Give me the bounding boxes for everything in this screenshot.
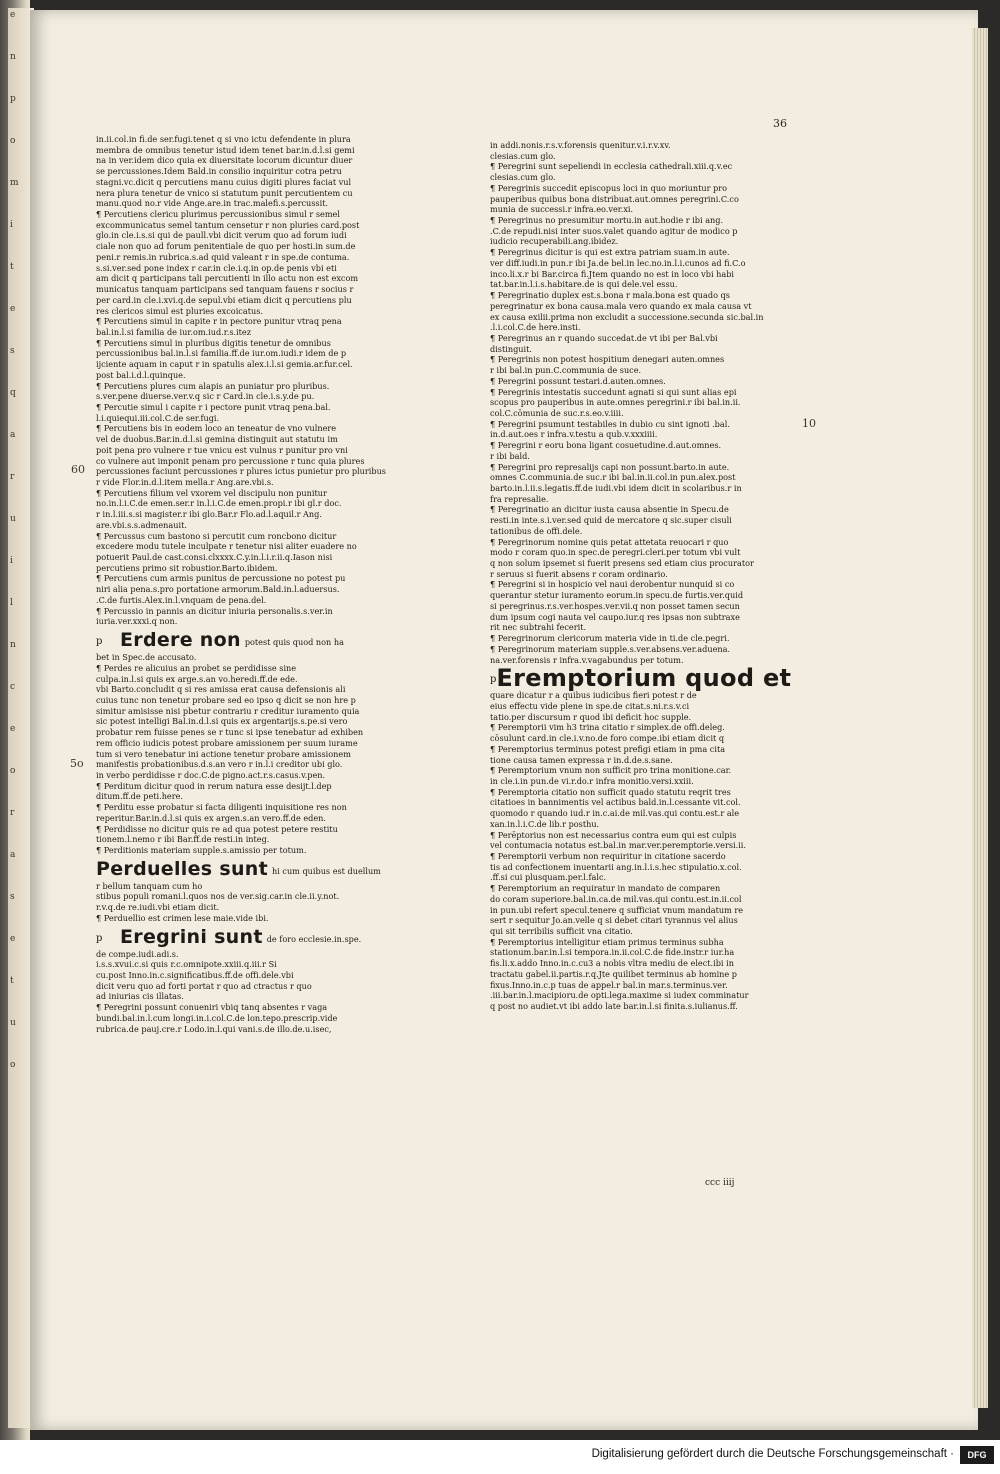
text-line: rem officio iudicis potest probare amissionem per suum iurame bbox=[96, 737, 358, 748]
text-line: in pun.ubi refert specul.tenere q sufficiat vnum mandatum re bbox=[490, 904, 744, 915]
text-line: vel de duobus.Bar.in.d.l.si gemina distinguit aut statutu im bbox=[96, 434, 338, 445]
text-line: ¶ Peremptoria citatio non sufficit quado statutu reqrit tres bbox=[490, 786, 731, 797]
text-line: culpa.in.l.si quis ex arge.s.an vo.heredi.ff.de ede. bbox=[96, 673, 298, 684]
text-line: rubrica.de pauj.cre.r Lodo.in.l.qui vani.s.de illo.de.u.isec, bbox=[96, 1023, 332, 1034]
text-line: omnes C.communia.de suc.r ibi bal.in.ii.col.in pun.alex.post bbox=[490, 472, 736, 483]
facing-page-fragment: u bbox=[10, 1018, 16, 1028]
text-line: r ibi bal.in pun.C.communia de suce. bbox=[490, 365, 642, 376]
text-line: municatus tanquam participans sed tanquam fauens r socius r bbox=[96, 284, 354, 295]
text-line: bundi.bal.in.l.cum longi.in.i.col.C.de lon.tepo.prescrip.vide bbox=[96, 1012, 338, 1023]
text-line: scopus pro pauperibus in aute.omnes peregrini.r ibi bal.in.ii. bbox=[490, 397, 741, 408]
text-block bbox=[96, 881, 462, 924]
text-line: dicit veru quo ad forti portat r quo ad ctractus r quo bbox=[96, 980, 312, 991]
text-line: am dicit q participans tali percutienti in illo actu non est excom bbox=[96, 273, 359, 284]
facing-page-fragment: o bbox=[10, 766, 16, 776]
facing-page-fragment: o bbox=[10, 1060, 16, 1070]
text-line: manifestis probationibus.d.s.an vero r in.l.i creditor ubi glo. bbox=[96, 759, 343, 770]
text-line: clesias.cum glo. bbox=[490, 150, 556, 161]
text-line: co vulnere aut imponit penam pro percussione r tunc quia plures bbox=[96, 455, 365, 466]
text-line: se percussiones.Idem Bald.in consilio inquiritur cotra petru bbox=[96, 166, 342, 177]
text-line: tationibus de offi.dele. bbox=[490, 525, 583, 536]
facing-page-fragment: r bbox=[10, 472, 15, 482]
text-line: ¶ Perdidisse no dicitur quis re ad qua potest petere restitu bbox=[96, 823, 338, 834]
facing-page-fragment: s bbox=[10, 892, 15, 902]
text-line: ¶ Peregrinorum materiam supple.s.ver.absens.ver.aduena. bbox=[490, 643, 731, 654]
text-line: eius effectu vide plene in spe.de citat.s.ni.r.s.v.ci bbox=[490, 700, 690, 711]
text-line: sert r sequitur Jo.an.velle q si debet citari tyrannus vel alius bbox=[490, 915, 738, 926]
text-line: clesias.cum glo. bbox=[490, 172, 556, 183]
margin-line-number-60: 60 bbox=[71, 463, 85, 476]
text-line: no.in.l.i.C.de emen.ser.r in.l.i.C.de emen.propi.r ibi gl.r doc. bbox=[96, 498, 342, 509]
text-line: barto.in.l.ii.s.legatis.ff.de iudi.vbi idem dicit in scolaribus.r in bbox=[490, 483, 742, 493]
margin-line-number-10: 10 bbox=[802, 417, 816, 430]
text-line: ¶ Percutiens simul in capite r in pectore punitur vtraq pena bbox=[96, 316, 342, 327]
text-line: r bellum tanquam cum ho bbox=[96, 880, 203, 891]
text-line: excommunicatus semel tantum censetur r non pluries card.post bbox=[96, 219, 360, 230]
text-line: quare dicatur r a quibus iudicibus fieri potest r de bbox=[490, 690, 697, 701]
text-line: do coram superiore.bal.in.ca.de mil.vas.qui contu.est.in.ii.col bbox=[490, 893, 742, 904]
text-line: na.ver.forensis r infra.v.vagabundus per totum. bbox=[490, 654, 684, 665]
heading-word: Perduelles sunt bbox=[96, 857, 268, 880]
facing-page-fragment: i bbox=[10, 556, 13, 566]
facing-page-fragment: p bbox=[10, 94, 16, 104]
section-heading-peregrini bbox=[96, 926, 462, 948]
text-line: querantur stetur iuramento eorum.in specu.de furtis.ver.quid bbox=[490, 590, 744, 601]
text-line: bal.in.l.si familia de iur.om.iud.r.s.itez bbox=[96, 326, 252, 337]
heading-lead-letter: p bbox=[96, 636, 103, 648]
text-line: peni.r remis.in rubrica.s.ad quid valeant r in spe.de contuma. bbox=[96, 251, 350, 262]
text-line: .C.de repudi.nisi inter suos.valet quando agitur de modico p bbox=[490, 225, 738, 236]
text-line: in verbo perdidisse r doc.C.de pigno.act.r.s.casus.v.pen. bbox=[96, 769, 326, 780]
text-line: q post no audiet.vt ibi addo late bar.in.l.si finita.s.iulianus.ff. bbox=[490, 1001, 738, 1012]
right-text-column bbox=[490, 140, 790, 1012]
facing-page-fragment: r bbox=[10, 808, 15, 818]
text-line: r.v.q.de re.iudi.vbi etiam dicit. bbox=[96, 902, 220, 913]
section-heading-perduelles bbox=[96, 858, 462, 880]
text-line: post bal.i.d.l.quinque. bbox=[96, 369, 186, 380]
facing-page-fragment: o bbox=[10, 136, 16, 146]
text-line: ¶ Perdes re alicuius an probet se perdidisse sine bbox=[96, 662, 297, 673]
text-line: ¶ Peregrini pro represalijs capi non possunt.barto.in aute. bbox=[490, 461, 730, 472]
text-line: ¶ Peremptorium vnum non sufficit pro trina monitione.car. bbox=[490, 765, 732, 776]
page-number: 36 bbox=[773, 117, 787, 130]
text-line: de compe.iudi.adi.s. bbox=[96, 948, 179, 959]
facing-page-fragment: n bbox=[10, 52, 16, 62]
text-line: ¶ Peremptorii vim h3 trina citatio r simplex.de offi.deleg. bbox=[490, 722, 725, 733]
text-line: ijciente aquam in caput r in spatulis alex.i.l.si gemia.ar.fur.cel. bbox=[96, 359, 353, 370]
text-line: ¶ Percutie simul i capite r i pectore punit vtraq pena.bal. bbox=[96, 401, 331, 412]
text-line: ¶ Peregrinus an r quando succedat.de vt ibi per Bal.vbi bbox=[490, 332, 718, 343]
facing-page-fragment: i bbox=[10, 220, 13, 230]
text-line: ¶ Peregrini si in hospicio vel naui derobentur nunquid si co bbox=[490, 579, 735, 590]
text-block bbox=[490, 690, 790, 1012]
text-line: ¶ Peregrinorum clericorum materia vide in ti.de cle.pegri. bbox=[490, 633, 730, 644]
text-line: pauperibus quibus bona distribuat.aut.omnes peregrini.C.co bbox=[490, 193, 739, 204]
text-line: ver diff.iudi.in pun.r ibi Ja.de bel.in lec.no.in.l.i.cunos ad fi.C.o bbox=[490, 257, 746, 268]
text-line: munia de successi.r infra.eo.ver.xi. bbox=[490, 204, 634, 215]
text-line: l.i.quiequi.iii.col.C.de ser.fugi. bbox=[96, 412, 220, 423]
text-line: bet in Spec.de accusato. bbox=[96, 652, 197, 663]
text-line: peregrinatur ex bona causa.mala vero quando ex mala causa vt bbox=[490, 300, 752, 311]
section-heading-perdere bbox=[96, 629, 462, 651]
text-line: ex causa exilii.prima non excludit a successione.secunda sic.bal.in bbox=[490, 311, 764, 322]
text-line: ¶ Percussus cum bastono si percutit cum roncbono dicitur bbox=[96, 530, 337, 541]
facing-page-fragment: t bbox=[10, 976, 14, 986]
text-line: ¶ Perditum dicitur quod in rerum natura esse desijt.l.dep bbox=[96, 780, 332, 791]
text-line: resti.in inte.s.i.ver.sed quid de mercatore q sic.super cisuli bbox=[490, 515, 732, 526]
signature-mark: ccc iiij bbox=[705, 1178, 735, 1188]
text-line: ¶ Percutiens plures cum alapis an puniatur pro pluribus. bbox=[96, 380, 330, 391]
text-block bbox=[96, 316, 462, 627]
text-line: potuerit Paul.de cast.consi.clxxxx.C.y.in.l.i.r.ii.q.Iason nisi bbox=[96, 552, 333, 563]
text-line: ¶ Peremptorium an requiratur in mandato de comparen bbox=[490, 883, 721, 894]
text-line: r in.l.iii.s.si magister.r ibi glo.Bar.r Flo.ad.l.aquil.r Ang. bbox=[96, 509, 322, 520]
text-line: iuria.ver.xxxi.q non. bbox=[96, 616, 178, 627]
text-line: si peregrinus.r.s.ver.hospes.ver.vii.q non posset tamen secun bbox=[490, 600, 740, 611]
heading-rest: de foro ecclesie.in.spe. bbox=[266, 933, 362, 944]
facing-page-fragment: s bbox=[10, 346, 15, 356]
text-line: in cle.i.in pun.de vi.r.do.r infra monitio.versi.xxiii. bbox=[490, 775, 694, 786]
text-line: tis ad confectionem inuentarii ang.in.l.i.s.hec stipulatio.x.col. bbox=[490, 861, 742, 872]
heading-word: Erdere non bbox=[120, 629, 241, 652]
text-line: .C.de furtis.Alex.in.l.vnquam de pena.del. bbox=[96, 594, 267, 605]
text-line: cuius tunc non tenetur probare sed eo ipso q dicit se non hre p bbox=[96, 694, 356, 705]
text-line: stibus populi romani.l.quos nos de ver.sig.car.in cle.ii.y.not. bbox=[96, 891, 340, 902]
text-line: in addi.nonis.r.s.v.forensis quenitur.v.i.r.v.xv. bbox=[490, 140, 671, 150]
text-line: ¶ Percutiens clericu plurimus percussionibus simul r semel bbox=[96, 209, 340, 220]
text-line: manu.quod no.r vide Ange.are.in trac.malefi.s.percussit. bbox=[96, 198, 329, 209]
text-line: ¶ Perēptorius non est necessarius contra eum qui est culpis bbox=[490, 829, 737, 840]
facing-page-fragments bbox=[10, 8, 19, 1100]
text-line: col.C.cōmunia de suc.r.s.eo.v.iiii. bbox=[490, 407, 624, 418]
text-line: in.d.aut.oes r infra.v.testu a qub.v.xxxiiii. bbox=[490, 429, 658, 440]
heading-word: Eregrini sunt bbox=[120, 925, 263, 948]
text-line: ¶ Peregrinis intestatis succedunt agnati si qui sunt alias epi bbox=[490, 386, 737, 397]
text-line: ¶ Percutiens bis in eodem loco an teneatur de vno vulnere bbox=[96, 423, 337, 434]
text-line: are.vbi.s.s.admenauit. bbox=[96, 519, 187, 530]
text-line: i.s.s.xvui.c.si quis r.c.omnipote.xxiii.q.iii.r Si bbox=[96, 959, 277, 970]
facing-page-fragment: c bbox=[10, 682, 16, 692]
heading-rest: hi cum quibus est duellum bbox=[271, 865, 381, 876]
text-line: niri alia pena.s.pro portatione armorum.Bald.in.l.aduersus. bbox=[96, 584, 340, 595]
facing-page-fragment: u bbox=[10, 514, 16, 524]
text-line: ¶ Peremptorii verbum non requiritur in citatione sacerdo bbox=[490, 851, 726, 861]
text-line: cu.post Inno.in.c.significatibus.ff.de offi.dele.vbi bbox=[96, 970, 294, 981]
text-line: na in ver.idem dico quia ex diuersitate locorum dicuntur diuer bbox=[96, 155, 353, 166]
facing-page-fragment: m bbox=[10, 178, 19, 188]
text-line: ¶ Percutiens simul in pluribus digitis tenetur de omnibus bbox=[96, 337, 331, 348]
facing-page-fragment: e bbox=[10, 10, 16, 20]
left-text-column bbox=[96, 134, 462, 1034]
text-line: ¶ Perditionis materiam supple.s.amissio per totum. bbox=[96, 845, 307, 855]
text-line: xan.in.l.i.C.de lib.r posthu. bbox=[490, 818, 600, 829]
text-line: ¶ Peregrini psumunt testabiles in dubio cu sint ignoti .bal. bbox=[490, 418, 730, 429]
text-line: quomodo r quando iud.r in.c.ai.de mil.vas.qui contu.est.r ale bbox=[490, 808, 740, 819]
text-line: ¶ Peregrinorum nomine quis petat attetata reuocari r quo bbox=[490, 536, 729, 547]
text-line: ¶ Peremptorius terminus potest prefigi etiam in pma cita bbox=[490, 743, 726, 754]
text-line: qui sit terribilis sufficit vna citatio. bbox=[490, 926, 633, 937]
text-line: tione causa tamen expressa r in.d.de.s.sane. bbox=[490, 754, 673, 765]
text-line: q non solum ipsemet si fuerit presens sed etiam cius procurator bbox=[490, 558, 754, 569]
text-line: ¶ Peregrini possunt testari.d.auten.omnes. bbox=[490, 375, 666, 386]
page-edge-stack bbox=[972, 28, 988, 1408]
text-line: membra de omnibus tenetur istud idem tenet bar.in.d.l.si gemi bbox=[96, 144, 355, 155]
text-line: ¶ Peremptorius intelligitur etiam primus terminus subha bbox=[490, 936, 724, 947]
text-line: per card.in cle.i.xvi.q.de sepul.vbi etiam dicit q percutiens plu bbox=[96, 294, 352, 305]
facing-page-fragment: e bbox=[10, 724, 16, 734]
text-line: tum si vero tenebatur ini actione tenetur probare amissionem bbox=[96, 748, 351, 759]
text-line: ¶ Peregrini possunt conueniri vbiq tanq absentes r vaga bbox=[96, 1002, 328, 1013]
text-line: percutiens primo sit robustior.Barto.ibidem. bbox=[96, 562, 278, 573]
text-line: fixus.Inno.in.c.p tuas de appel.r bal.in mar.s.terminus.ver. bbox=[490, 979, 728, 990]
text-line: cōsulunt card.in cle.i.v.no.de foro compe.ibi etiam dicit q bbox=[490, 733, 725, 744]
text-line: sic potest intelligi Bal.in.d.l.si quis ex argentarijs.s.pe.si vero bbox=[96, 716, 348, 727]
text-block bbox=[96, 949, 462, 1035]
text-line: r seruus si fuerit absens r coram ordinario. bbox=[490, 568, 668, 579]
facing-page-fragment: a bbox=[10, 850, 16, 860]
text-block bbox=[490, 140, 790, 665]
text-line: ¶ Perditu esse probatur si facta diligenti inquisitione res non bbox=[96, 802, 347, 813]
text-line: percussionibus bal.in.l.si familia.ff.de iur.om.iudi.r idem de p bbox=[96, 348, 347, 359]
text-line: poit pena pro vulnere r tue vnicu est vulnus r punitur pro vni bbox=[96, 444, 348, 455]
text-line: ¶ Percutiens filium vel vxorem vel discipulu non punitur bbox=[96, 487, 327, 498]
text-line: vel contumacia notatus est.bal.in mar.ver.peremptorie.versi.ii. bbox=[490, 840, 746, 851]
text-line: ditum.ff.de peti.here. bbox=[96, 791, 184, 802]
text-line: ¶ Peregrinatio an dicitur iusta causa absentie in Specu.de bbox=[490, 504, 729, 515]
text-block bbox=[96, 134, 462, 316]
section-heading-peremptorium bbox=[490, 664, 792, 693]
text-line: ¶ Peregrinus no presumitur mortu.in aut.hodie r ibi ang. bbox=[490, 215, 724, 226]
text-line: r vide Flor.in.d.l.item mella.r Ang.are.vbi.s. bbox=[96, 477, 274, 487]
footer-bar bbox=[0, 1440, 1000, 1474]
text-line: in.ii.col.in fi.de ser.fugi.tenet q si vno ictu defendente in plura bbox=[96, 134, 351, 144]
facing-page-fragment: t bbox=[10, 262, 14, 272]
text-line: ¶ Percutiens cum armis punitus de percussione no potest pu bbox=[96, 573, 346, 584]
text-line: rit nec subtrahi fecerit. bbox=[490, 622, 587, 633]
text-line: distinguit. bbox=[490, 343, 532, 354]
text-line: ciale non quo ad forum penitentiale de quo per hosti.in sum.de bbox=[96, 241, 356, 252]
text-line: s.si.ver.sed pone index r car.in cle.i.q.in op.de penis vbi eti bbox=[96, 262, 337, 273]
text-line: res clericos simul est pluries excoicatus. bbox=[96, 305, 263, 316]
margin-line-number-50: 5o bbox=[70, 757, 84, 770]
text-line: ad iniurias cis illatas. bbox=[96, 991, 184, 1002]
text-line: tionem.l.nemo r ibi Bar.ff.de resti.in integ. bbox=[96, 834, 270, 845]
text-line: simitur amisisse nisi pbetur contrariu r creditur iuramento quia bbox=[96, 705, 360, 716]
text-line: ¶ Peregrini sunt sepeliendi in ecclesia cathedrali.xiii.q.v.ec bbox=[490, 161, 733, 172]
text-line: .ff.si cui plusquam.per.l.falc. bbox=[490, 872, 607, 883]
text-line: fis.li.x.addo Inno.in.c.cu3 a nobis vltra mediu de elect.ibi in bbox=[490, 958, 734, 969]
text-line: tatio.per discursum r quod ibi deficit hoc supple. bbox=[490, 711, 692, 722]
dfg-funding-credit: Digitalisierung gefördert durch die Deutsche Forschungsgemeinschaft · bbox=[591, 1448, 954, 1460]
text-line: ¶ Peregrini r eoru bona ligant cosuetudine.d.aut.omnes. bbox=[490, 440, 722, 451]
text-line: iudicio recuperabili.ang.ibidez. bbox=[490, 236, 619, 247]
heading-rest: potest quis quod non ha bbox=[244, 637, 344, 648]
text-line: citatioes in bannimentis vel actibus bald.in.l.cessante vit.col. bbox=[490, 797, 741, 808]
text-block bbox=[96, 652, 462, 856]
heading-lead-letter: p bbox=[96, 932, 103, 944]
text-line: tractatu gabel.ii.partis.r.q.Jte quilibet terminus ab homine p bbox=[490, 968, 738, 979]
heading-lead-letter: p bbox=[490, 674, 497, 686]
text-line: ¶ Peregrinis succedit episcopus loci in quo moriuntur pro bbox=[490, 182, 728, 193]
text-line: fra represalie. bbox=[490, 493, 549, 504]
facing-page-fragment: a bbox=[10, 430, 16, 440]
text-line: s.ver.pene diuerse.ver.v.q sic r Card.in cle.i.s.y.de pu. bbox=[96, 391, 315, 402]
text-line: r ibi bald. bbox=[490, 450, 530, 461]
text-line: reperitur.Bar.in.d.l.si quis ex argen.s.an vero.ff.de eden. bbox=[96, 812, 326, 823]
text-line: vbi Barto.concludit q si res amissa erat causa defensionis ali bbox=[96, 684, 346, 695]
text-line: dum ipsum cogi nauta vel caupo.iur.q res ipsas non subtraxe bbox=[490, 611, 740, 622]
heading-word: Eremptorium quod et bbox=[496, 664, 792, 693]
text-line: stationum.bar.in.l.si tempora.in.ii.col.C.de fide.instr.r iur.ha bbox=[490, 947, 735, 958]
text-line: glo.in cle.i.s.si qui de paull.vbi dicit verum quo ad forum iudi bbox=[96, 230, 347, 241]
facing-page-fragment: q bbox=[10, 388, 16, 398]
text-line: percussiones faciunt percussiones r plures ictus punietur pro pluribus bbox=[96, 466, 386, 477]
text-line: ¶ Peregrinis non potest hospitium denegari auten.omnes bbox=[490, 354, 725, 365]
facing-page-fragment: e bbox=[10, 934, 16, 944]
text-line: ¶ Perduellio est crimen lese maie.vide ibi. bbox=[96, 912, 269, 923]
text-line: .iii.bar.in.l.macipioru.de opti.lega.maxime si iudex comminatur bbox=[490, 990, 749, 1001]
text-line: probatur rem fuisse penes se r tunc si ipse tenebatur ad exhiben bbox=[96, 727, 364, 738]
text-line: ¶ Percussio in pannis an dicitur iniuria personalis.s.ver.in bbox=[96, 605, 333, 616]
facing-page-fragment: e bbox=[10, 304, 16, 314]
text-line: excedere modu tutele inculpate r tenetur nisi aliter euadere no bbox=[96, 541, 357, 552]
text-line: tat.bar.in.l.i.s.habitare.de is qui dele.vel essu. bbox=[490, 279, 678, 290]
facing-page-fragment: n bbox=[10, 640, 16, 650]
text-line: stagni.vc.dicit q percutiens manu cuius digiti plures faciat vul bbox=[96, 176, 352, 187]
text-line: ¶ Peregrinus dicitur is qui est extra patriam suam.in aute. bbox=[490, 247, 730, 258]
text-line: nera plura tenetur de vnico si statutum punit percutientem cu bbox=[96, 187, 353, 198]
text-line: ¶ Peregrinatio duplex est.s.bona r mala.bona est quado qs bbox=[490, 290, 730, 301]
text-line: .l.i.col.C.de here.insti. bbox=[490, 322, 581, 333]
text-line: inco.li.x.r bi Bar.circa fi.Jtem quando no est in loco vbi habi bbox=[490, 268, 735, 279]
text-line: modo r coram quo.in spec.de peregri.cleri.per totum vbi vult bbox=[490, 547, 741, 558]
facing-page-fragment: l bbox=[10, 598, 13, 608]
dfg-logo: DFG bbox=[960, 1446, 994, 1464]
